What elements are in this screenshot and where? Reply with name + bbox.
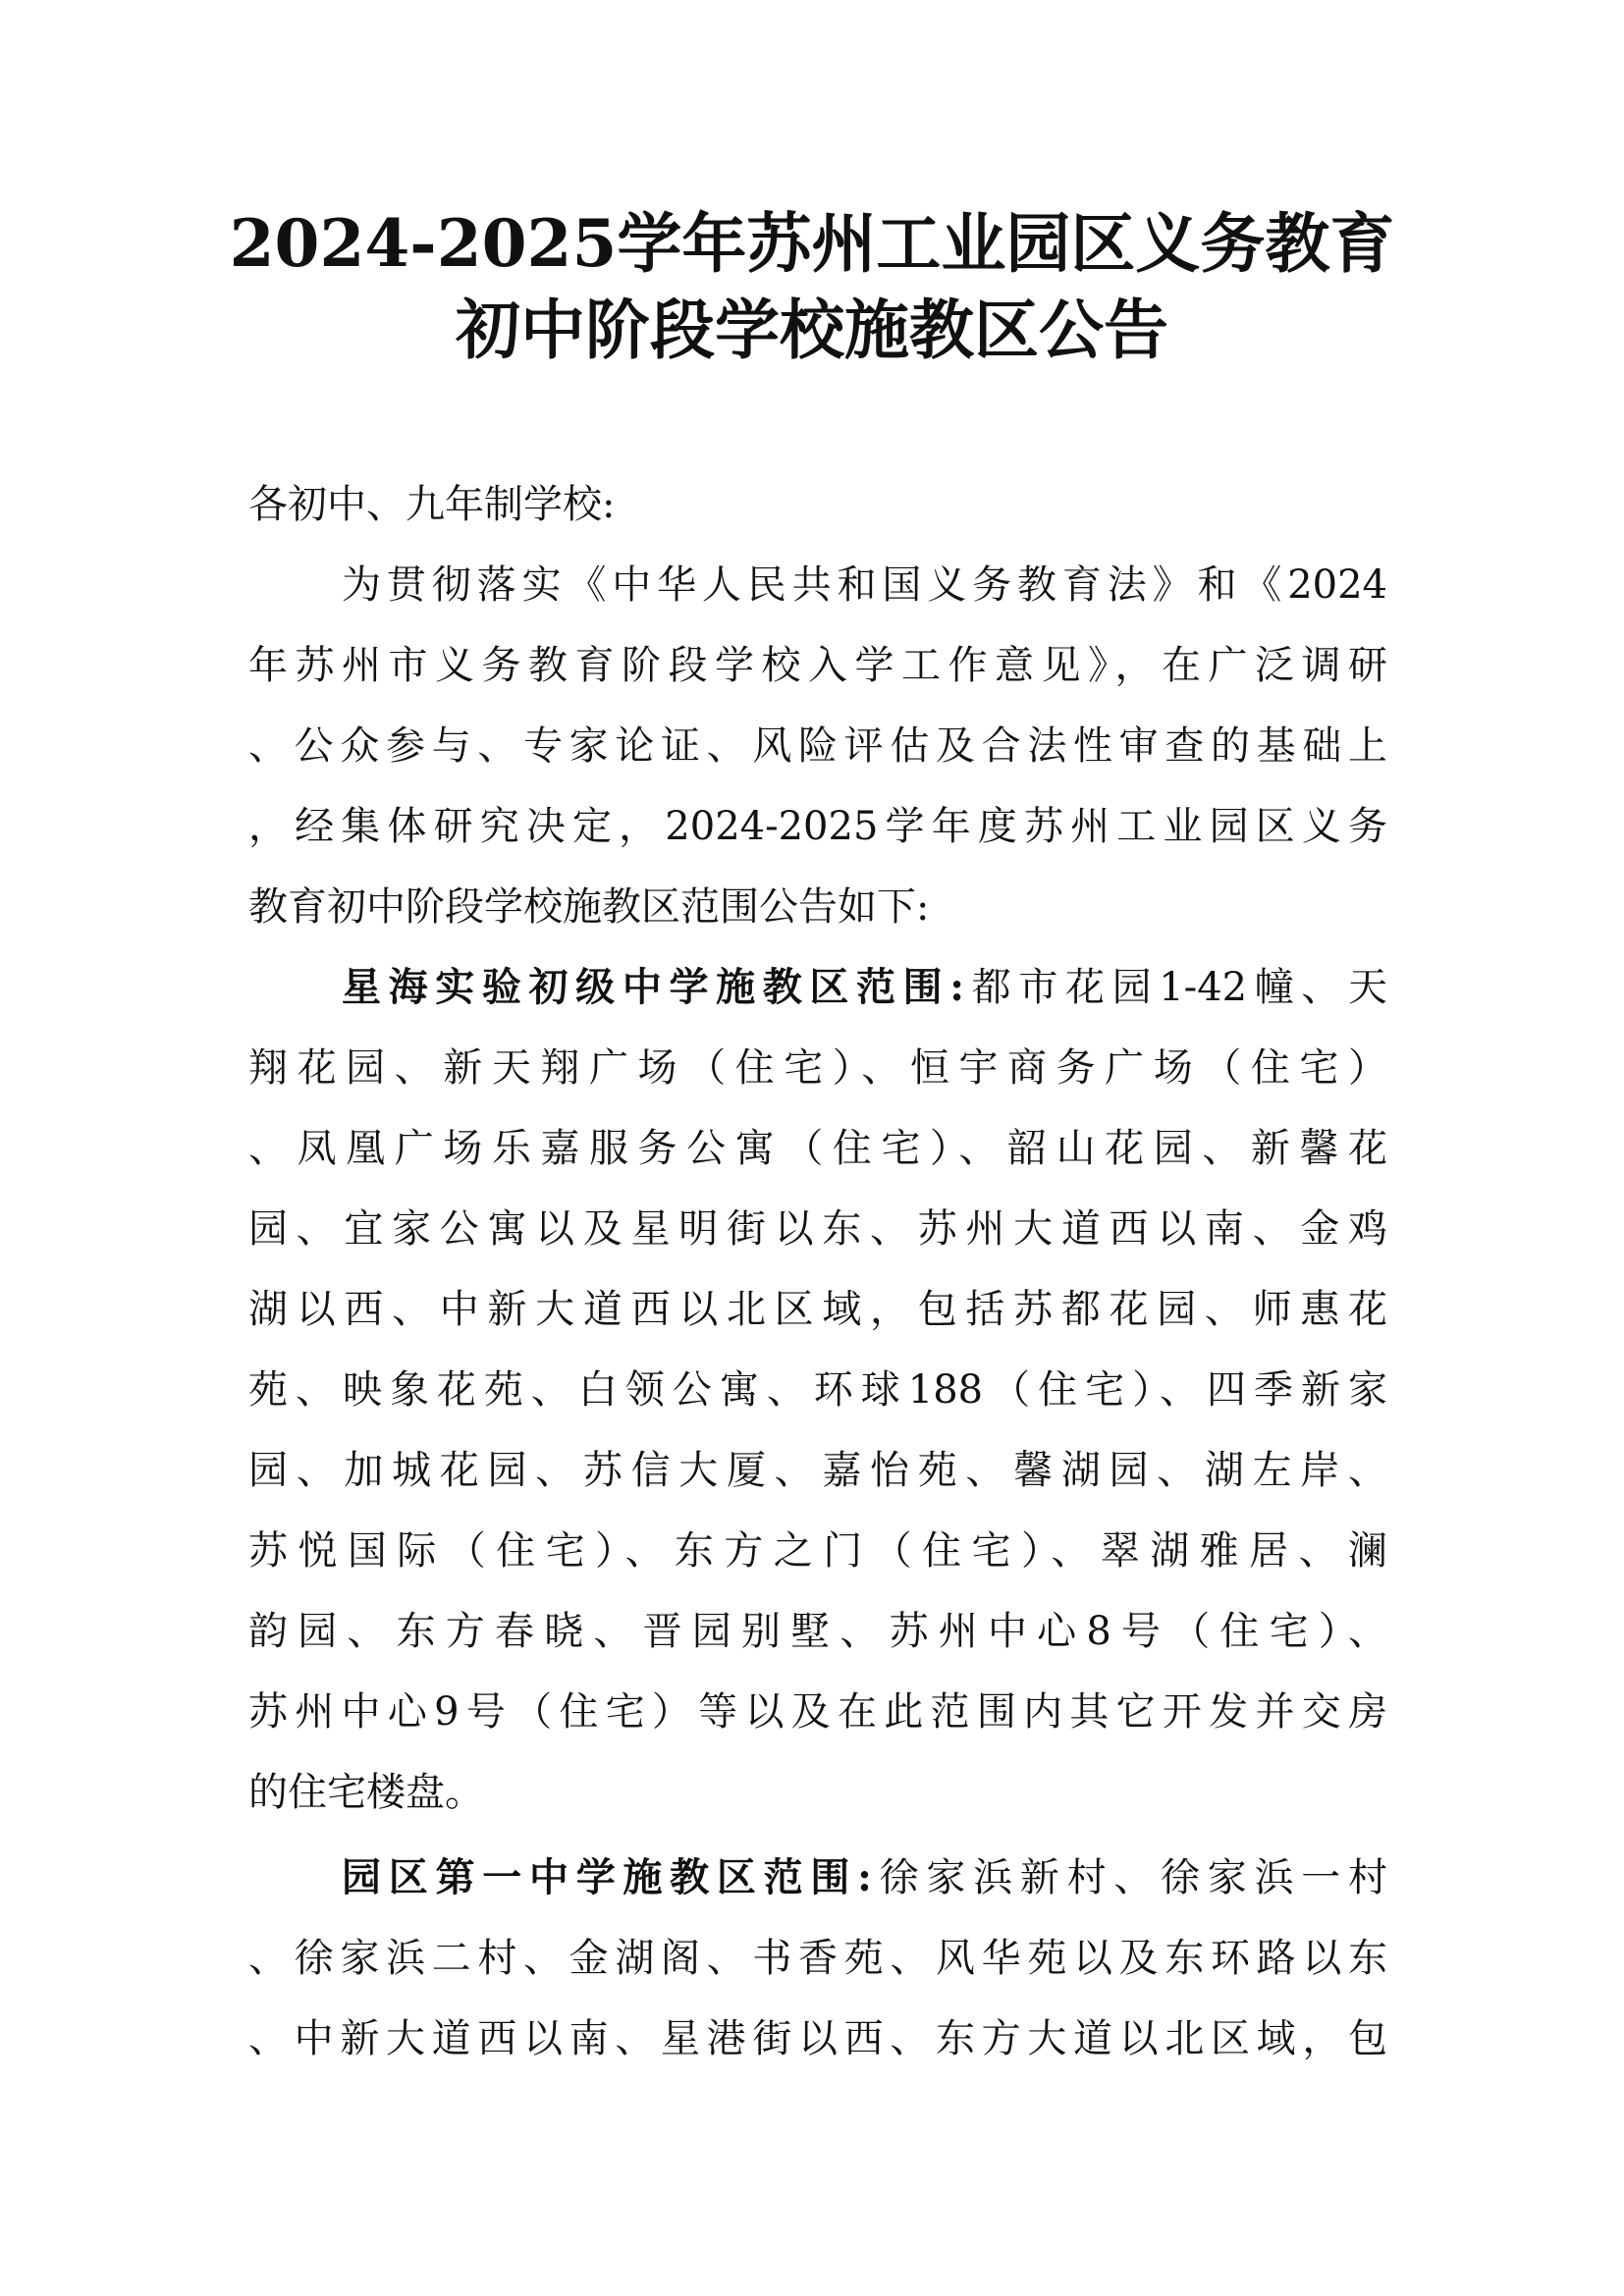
section-line: 、徐家浜二村、金湖阁、书香苑、风华苑以及东环路以东	[248, 1936, 1387, 1981]
section-heading: 星海实验初级中学施教区范围:	[342, 964, 965, 1010]
section-line: 韵园、东方春晓、晋园别墅、苏州中心8号（住宅）、	[248, 1609, 1387, 1654]
intro-line: 年苏州市义务教育阶段学校入学工作意见》，在广泛调研	[248, 643, 1387, 688]
document-title-line-1: 2024-2025学年苏州工业园区义务教育	[229, 205, 1395, 282]
intro-line: 、公众参与、专家论证、风险评估及合法性审查的基础上	[248, 723, 1387, 769]
section-line: 园、宜家公寓以及星明街以东、苏州大道西以南、金鸡	[248, 1206, 1387, 1252]
salutation: 各初中、九年制学校:	[248, 482, 616, 527]
document-title-line-2: 初中阶段学校施教区公告	[456, 292, 1168, 368]
section-line: 苏悦国际（住宅）、东方之门（住宅）、翠湖雅居、澜	[248, 1528, 1387, 1574]
section-line: 、凤凰广场乐嘉服务公寓（住宅）、韶山花园、新馨花	[248, 1126, 1387, 1171]
section-heading: 园区第一中学施教区范围:	[342, 1854, 872, 1900]
section-text: 徐家浜新村、徐家浜一村	[871, 1855, 1388, 1900]
section-line: 苏州中心9号（住宅）等以及在此范围内其它开发并交房	[248, 1689, 1387, 1735]
section-first-line	[342, 964, 1387, 1011]
section-first-line	[342, 1854, 1387, 1901]
section-line: 的住宅楼盘。	[248, 1770, 484, 1815]
section-line: 园、加城花园、苏信大厦、嘉怡苑、馨湖园、湖左岸、	[248, 1448, 1387, 1493]
intro-line: 为贯彻落实《中华人民共和国义务教育法》和《2024	[342, 562, 1387, 608]
section-text: 都市花园1-42幢、天	[964, 965, 1387, 1010]
section-line: 湖以西、中新大道西以北区域，包括苏都花园、师惠花	[248, 1287, 1387, 1332]
section-line: 、中新大道西以南、星港街以西、东方大道以北区域，包	[248, 2016, 1387, 2061]
intro-line: 教育初中阶段学校施教区范围公告如下:	[248, 884, 930, 930]
section-line: 翔花园、新天翔广场（住宅）、恒宇商务广场（住宅）	[248, 1045, 1387, 1091]
section-line: 苑、映象花苑、白领公寓、环球188（住宅）、四季新家	[248, 1367, 1387, 1413]
intro-line: ，经集体研究决定，2024-2025学年度苏州工业园区义务	[248, 804, 1387, 849]
